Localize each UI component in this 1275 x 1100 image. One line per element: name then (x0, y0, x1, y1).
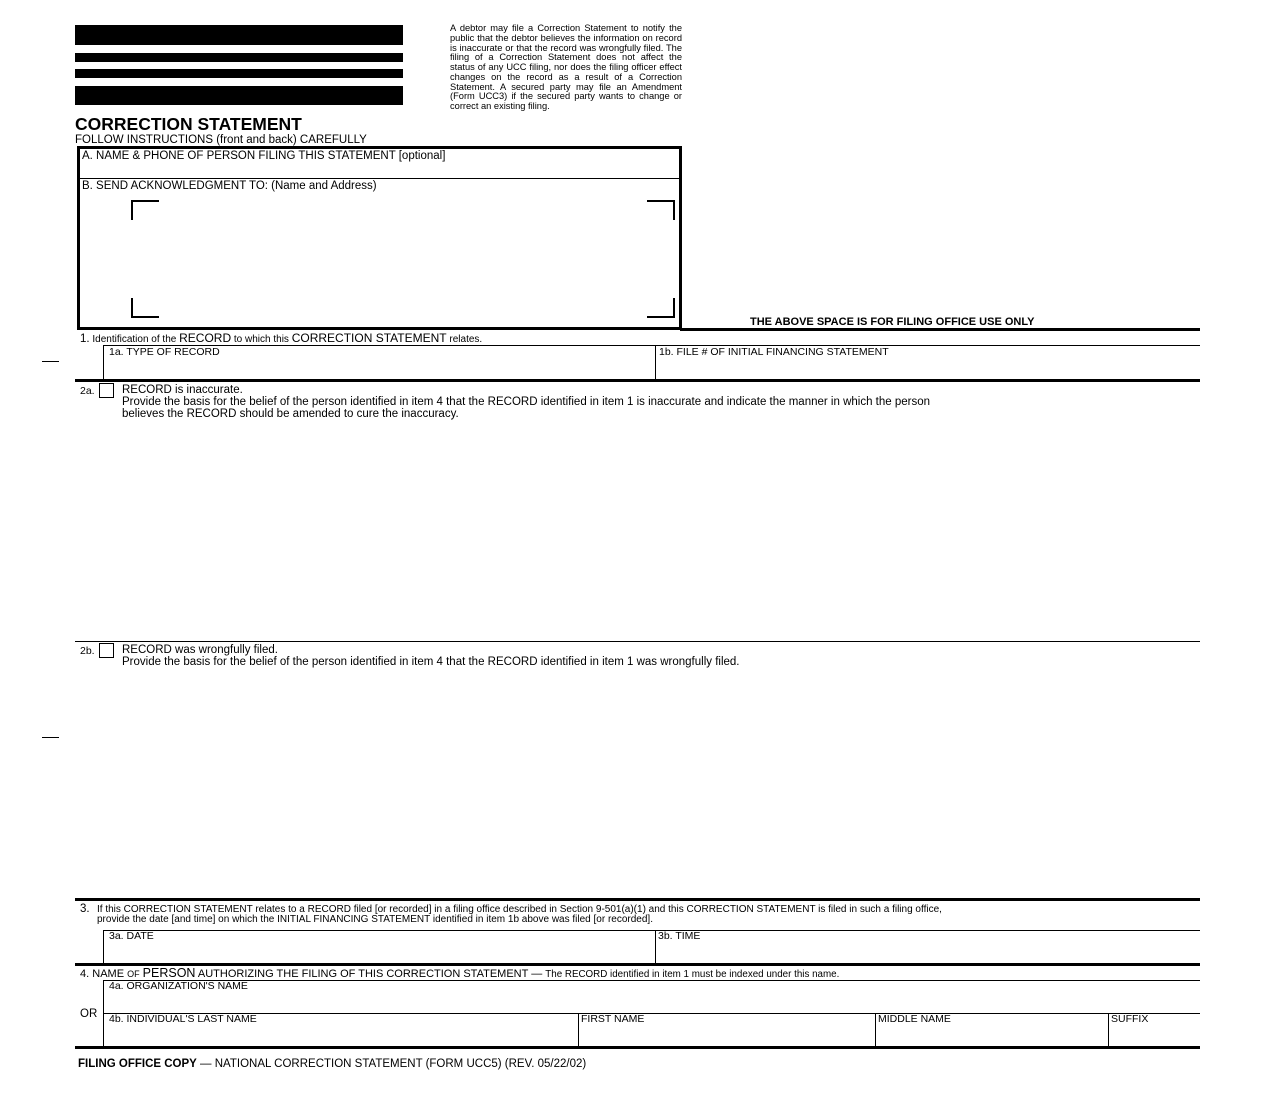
time-field[interactable] (657, 944, 1198, 962)
item1-cs: CORRECTION STATEMENT (291, 331, 447, 345)
section-a-field[interactable] (82, 163, 674, 177)
page-title: CORRECTION STATEMENT (75, 114, 302, 134)
organization-name-label: 4a. ORGANIZATION'S NAME (109, 980, 248, 992)
divider (75, 1046, 1200, 1049)
item4-of: OF (127, 969, 140, 979)
item1-heading (80, 332, 482, 346)
divider (103, 930, 1200, 931)
item4-dash: — (531, 968, 543, 980)
item4-number: 4. (80, 968, 90, 980)
corner-mark (647, 298, 675, 318)
footer-copy-label: FILING OFFICE COPY (78, 1058, 197, 1070)
item2a-text-area[interactable] (122, 424, 1197, 637)
logo-bar (75, 86, 403, 105)
item1-number: 1. (80, 333, 90, 345)
divider (1108, 1013, 1109, 1047)
date-label: 3a. DATE (109, 930, 154, 942)
divider (103, 345, 104, 380)
divider (655, 930, 656, 964)
suffix-field[interactable] (1110, 1027, 1198, 1045)
section-b-label: B. SEND ACKNOWLEDGMENT TO: (Name and Address) (82, 180, 377, 192)
first-name-label: FIRST NAME (581, 1013, 645, 1025)
item3-number: 3. (80, 903, 90, 915)
file-number-field[interactable] (657, 360, 1198, 379)
file-number-label: 1b. FILE # OF INITIAL FINANCING STATEMENT (659, 346, 889, 358)
date-field[interactable] (105, 944, 653, 962)
item1-post: relates. (449, 334, 483, 345)
record-inaccurate-checkbox[interactable] (99, 383, 114, 398)
item2b-text-area[interactable] (122, 672, 1197, 894)
divider (875, 1013, 876, 1047)
logo-bar (75, 69, 403, 78)
divider (75, 963, 1200, 966)
page-subtitle: FOLLOW INSTRUCTIONS (front and back) CAREFULLY (75, 134, 367, 146)
item2b-title: RECORD was wrongfully filed. (122, 644, 278, 656)
item4-heading (80, 967, 839, 981)
footer (78, 1058, 586, 1071)
item1-mid: to which this (233, 334, 289, 345)
corner-mark (131, 298, 159, 318)
divider (103, 980, 1200, 981)
section-a-label: A. NAME & PHONE OF PERSON FILING THIS STATEMENT [optional] (82, 150, 446, 162)
last-name-label: 4b. INDIVIDUAL'S LAST NAME (109, 1013, 257, 1025)
corner-mark (131, 200, 159, 220)
divider (75, 379, 1200, 382)
item2a-instruction: Provide the basis for the belief of the person identified in item 4 that the RECORD identified in item 1 is inaccurate and indicate the manner in which the person (122, 396, 931, 408)
last-name-field[interactable] (105, 1027, 576, 1045)
logo-bar (75, 53, 403, 62)
margin-mark (42, 737, 59, 738)
item4-rest: AUTHORIZING THE FILING OF THIS CORRECTION STATEMENT (197, 968, 529, 980)
divider (103, 345, 1200, 346)
item2b-instruction: Provide the basis for the belief of the person identified in item 4 that the RECORD identified in item 1 was wrongfully filed. (122, 656, 740, 668)
divider (680, 328, 1200, 331)
notice-text: A debtor may file a Correction Statement to notify the public that the debtor believes the information on record is inaccurate or that the record was wrongfully filed. The filing of a Correction Statement does not affect the status of any UCC filing, nor does the filing officer effect changes on the record as a result of a Correction Statement. A secured party may file an Amendment (Form UCC3) if the secured party wants to change or correct an existing filing. (450, 23, 682, 111)
item3-instruction: provide the date [and time] on which the INITIAL FINANCING STATEMENT identified in item 1b above was filed [or recorded]. (97, 914, 653, 925)
item1-pre: Identification of the (92, 334, 177, 345)
item3-instruction: If this CORRECTION STATEMENT relates to a RECORD filed [or recorded] in a filing office described in Section 9-501(a)(1) and this CORRECTION STATEMENT is filed in such a filing office, (97, 904, 942, 915)
divider (655, 345, 656, 380)
suffix-label: SUFFIX (1111, 1013, 1149, 1025)
type-of-record-field[interactable] (105, 360, 653, 379)
time-label: 3b. TIME (658, 930, 701, 942)
divider (578, 1013, 579, 1047)
middle-name-label: MIDDLE NAME (878, 1013, 951, 1025)
item4-note: The RECORD identified in item 1 must be indexed under this name. (545, 969, 840, 980)
type-of-record-label: 1a. TYPE OF RECORD (109, 346, 220, 358)
item4-person: PERSON (142, 966, 196, 980)
item2a-title: RECORD is inaccurate. (122, 384, 243, 396)
corner-mark (647, 200, 675, 220)
middle-name-field[interactable] (877, 1027, 1106, 1045)
first-name-field[interactable] (580, 1027, 873, 1045)
item2a-instruction: believes the RECORD should be amended to cure the inaccuracy. (122, 408, 459, 420)
divider (80, 178, 679, 179)
footer-form-label: — NATIONAL CORRECTION STATEMENT (FORM UCC5) (REV. 05/22/02) (196, 1058, 587, 1070)
item2b-number: 2b. (80, 645, 95, 657)
item2a-number: 2a. (80, 385, 95, 397)
divider (103, 930, 104, 964)
margin-mark (42, 361, 59, 362)
filing-office-label: THE ABOVE SPACE IS FOR FILING OFFICE USE ONLY (750, 316, 1035, 328)
divider (75, 898, 1200, 901)
divider (75, 641, 1200, 642)
item4-name: NAME (92, 968, 125, 980)
wrongfully-filed-checkbox[interactable] (99, 643, 114, 658)
divider (103, 1013, 1200, 1014)
item1-record: RECORD (179, 331, 232, 345)
acknowledgment-address-field[interactable] (132, 200, 675, 316)
or-label: OR (80, 1008, 98, 1020)
organization-name-field[interactable] (105, 994, 1198, 1012)
logo-bar (75, 25, 403, 45)
